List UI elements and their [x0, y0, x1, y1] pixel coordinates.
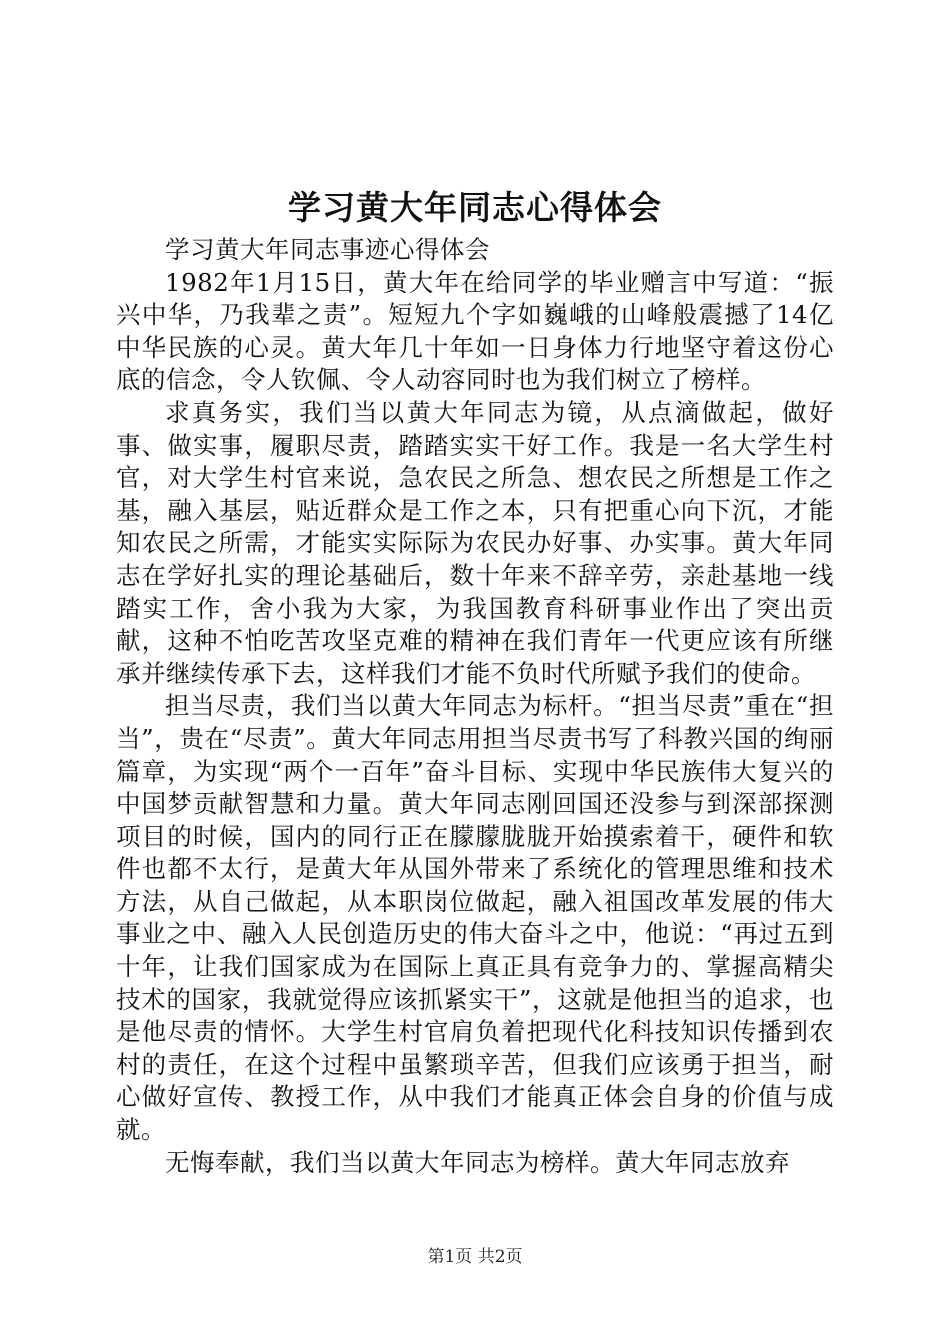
page-number-footer: 第1页 共2页 [427, 1247, 523, 1267]
body-paragraph: 1982年1月15日，黄大年在给同学的毕业赠言中写道：“振兴中华，乃我辈之责”。短短九个字如巍峨的山峰般震撼了14亿中华民族的心灵。黄大年几十年如一日身体力行地坚守着这份心底的信念，令人钦佩、令人动容同时也为我们树立了榜样。 [116, 267, 834, 395]
body-paragraph: 求真务实，我们当以黄大年同志为镜，从点滴做起，做好事、做实事，履职尽责，踏踏实实干好工作。我是一名大学生村官，对大学生村官来说，急农民之所急、想农民之所想是工作之基，融入基层，贴近群众是工作之本，只有把重心向下沉，才能知农民之所需，才能实实际际为农民办好事、办实事。黄大年同志在学好扎实的理论基础后，数十年来不辞辛劳，亲赴基地一线踏实工作，舍小我为大家，为我国教育科研事业作出了突出贡献，这种不怕吃苦攻坚克难的精神在我们青年一代更应该有所继承并继续传承下去，这样我们才能不负时代所赋予我们的使命。 [116, 397, 834, 688]
body-paragraph: 无悔奉献，我们当以黄大年同志为榜样。黄大年同志放弃 [165, 1147, 790, 1177]
subtitle-paragraph: 学习黄大年同志事迹心得体会 [165, 235, 490, 264]
body-paragraph: 担当尽责，我们当以黄大年同志为标杆。“担当尽责”重在“担当”，贵在“尽责”。黄大年同志用担当尽责书写了科教兴国的绚丽篇章，为实现“两个一百年”奋斗目标、实现中华民族伟大复兴的中国梦贡献智慧和力量。黄大年同志刚回国还没参与到深部探测项目的时候，国内的同行正在朦朦胧胧开始摸索着干，硬件和软件也都不太行，是黄大年从国外带来了系统化的管理思维和技术方法，从自己做起，从本职岗位做起，融入祖国改革发展的伟大事业之中、融入人民创造历史的伟大奋斗之中，他说：“再过五到十年，让我们国家成为在国际上真正具有竞争力的、掌握高精尖技术的国家，我就觉得应该抓紧实干”，这就是他担当的追求，也是他尽责的情怀。大学生村官肩负着把现代化科技知识传播到农村的责任，在这个过程中虽繁琐辛苦，但我们应该勇于担当，耐心做好宣传、教授工作，从中我们才能真正体会自身的价值与成就。 [116, 691, 834, 1145]
document-body [116, 234, 834, 1179]
page-title: 学习黄大年同志心得体会 [288, 188, 662, 227]
